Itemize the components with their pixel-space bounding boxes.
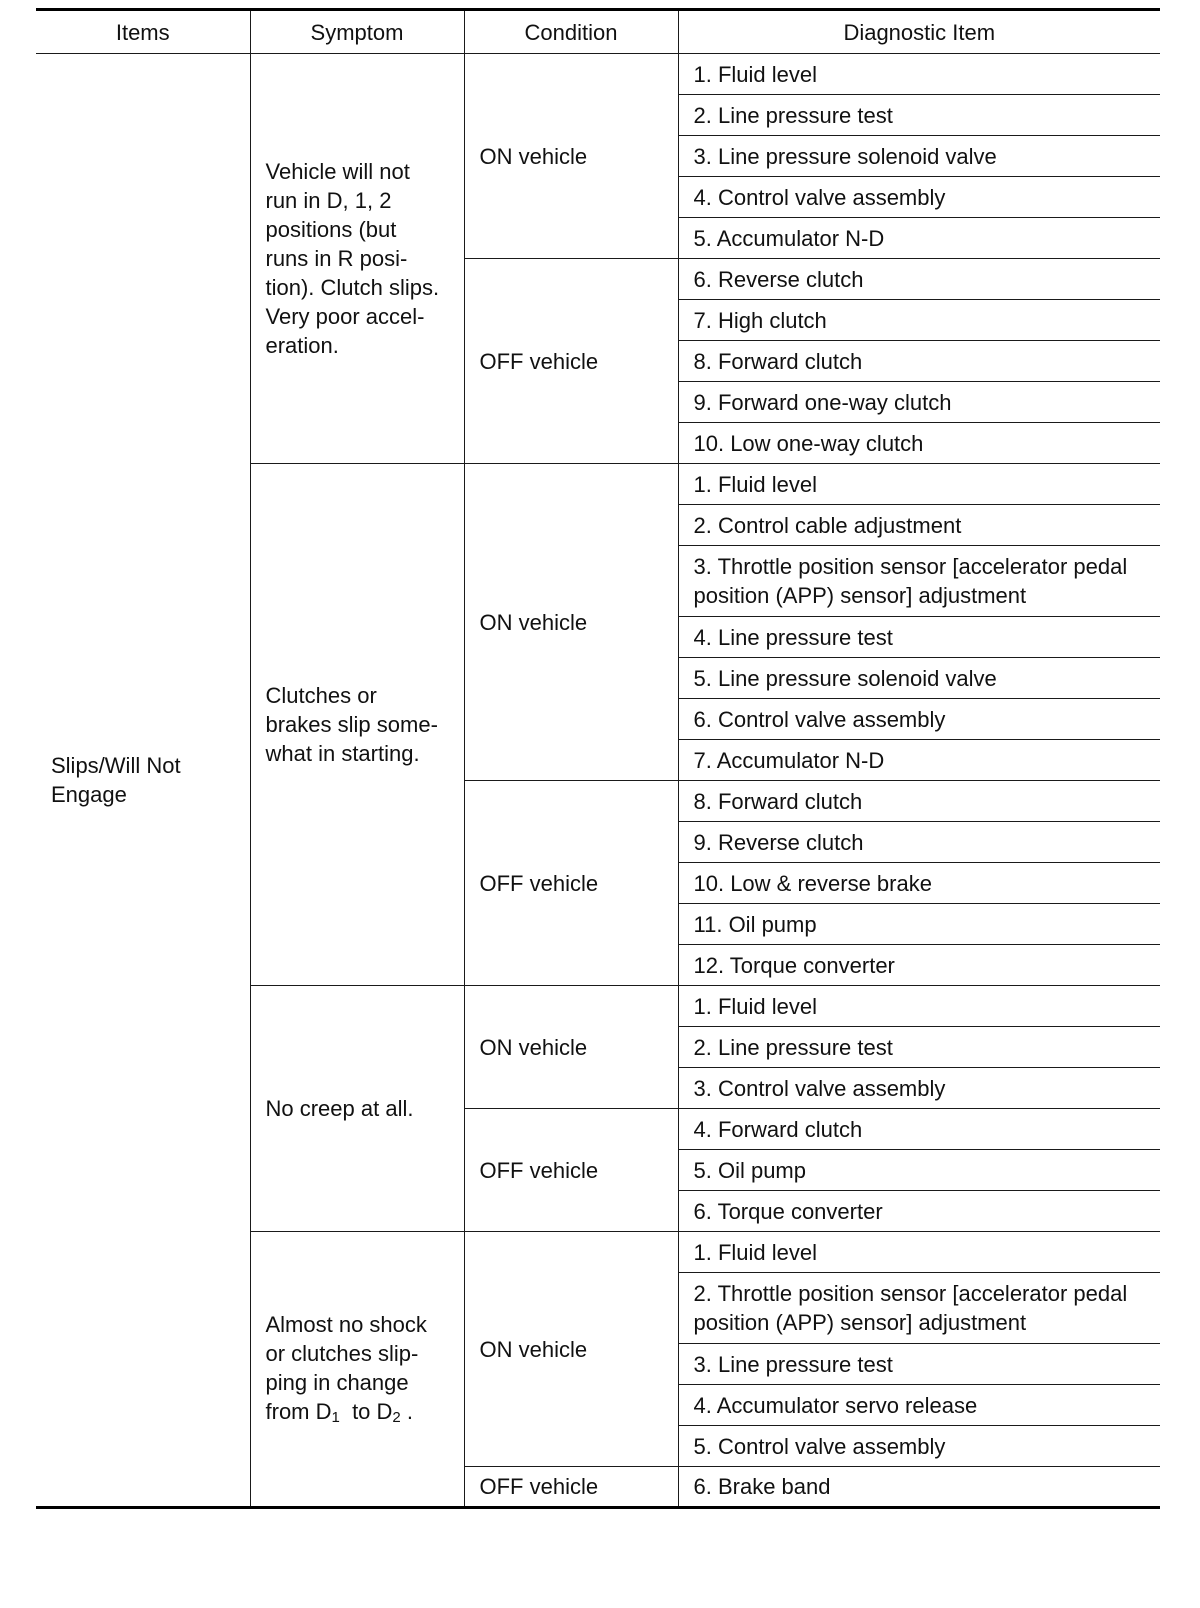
diagnostic-item-cell: 4. Control valve assembly: [678, 177, 1160, 218]
symptom-line: ping in change: [265, 1369, 409, 1395]
diagnostic-item-cell: 4. Line pressure test: [678, 617, 1160, 658]
symptom-line: positions (but: [265, 217, 397, 242]
diagnostic-item-cell: 6. Torque converter: [678, 1191, 1160, 1232]
symptom-sub2: 2: [392, 1408, 401, 1426]
diagnostic-item-cell: 2. Control cable adjustment: [678, 505, 1160, 546]
diagnostic-item-cell: 3. Control valve assembly: [678, 1068, 1160, 1109]
diagnostic-item-cell: 1. Fluid level: [678, 54, 1160, 95]
symptom-line: Clutches or: [265, 683, 377, 708]
diagnostic-item-cell: 3. Throttle position sensor [accelerator pedal position (APP) sensor] adjustment: [678, 546, 1160, 617]
condition-cell: ON vehicle: [464, 54, 678, 259]
diagnostic-item-cell: 12. Torque converter: [678, 945, 1160, 986]
diagnostic-item-cell: 5. Accumulator N-D: [678, 218, 1160, 259]
diagnostic-item-cell: 2. Throttle position sensor [accelerator pedal position (APP) sensor] adjustment: [678, 1273, 1160, 1344]
diagnostic-item-cell: 1. Fluid level: [678, 986, 1160, 1027]
diagnostic-item-cell: 6. Reverse clutch: [678, 259, 1160, 300]
condition-cell: OFF vehicle: [464, 1467, 678, 1508]
symptom-line: tion). Clutch slips.: [265, 275, 440, 300]
symptom-line: [266, 1399, 414, 1424]
symptom-cell: [250, 986, 464, 1232]
symptom-cell: [250, 1232, 464, 1508]
diagnostic-item-cell: 10. Low & reverse brake: [678, 863, 1160, 904]
header-row: [36, 10, 1160, 54]
header-condition: Condition: [464, 10, 678, 54]
diagnostic-item-cell: 7. Accumulator N-D: [678, 740, 1160, 781]
condition-cell: ON vehicle: [464, 1232, 678, 1467]
diagnostic-item-cell: 9. Reverse clutch: [678, 822, 1160, 863]
diagnostic-item-cell: 4. Accumulator servo release: [678, 1385, 1160, 1426]
diagnostic-item-cell: 3. Line pressure test: [678, 1344, 1160, 1385]
symptom-line: what in starting.: [265, 741, 420, 766]
symptom-line: No creep at all.: [265, 1096, 414, 1121]
symptom-line: or clutches slip-: [265, 1340, 419, 1366]
diagnostic-item-cell: 11. Oil pump: [678, 904, 1160, 945]
symptom-line: run in D, 1, 2: [265, 188, 392, 213]
symptom-line: brakes slip some-: [265, 712, 438, 737]
condition-cell: OFF vehicle: [464, 1109, 678, 1232]
diagnostic-item-cell: 3. Line pressure solenoid valve: [678, 136, 1160, 177]
diagnostic-item-cell: 9. Forward one-way clutch: [678, 382, 1160, 423]
condition-cell: OFF vehicle: [464, 781, 678, 986]
symptom-prefix: from D: [265, 1398, 332, 1424]
diagnostic-item-cell: 5. Oil pump: [678, 1150, 1160, 1191]
table-body: [36, 54, 1160, 1508]
diagnostic-item-cell: 10. Low one-way clutch: [678, 423, 1160, 464]
diagnostic-item-cell: 6. Control valve assembly: [678, 699, 1160, 740]
condition-cell: ON vehicle: [464, 986, 678, 1109]
header-items: Items: [36, 10, 250, 54]
symptom-line: Very poor accel-: [265, 304, 425, 329]
header-symptom: Symptom: [250, 10, 464, 54]
symptom-middle: to D: [339, 1398, 393, 1424]
diagnostic-item-cell: 1. Fluid level: [678, 1232, 1160, 1273]
diagnostic-item-cell: 7. High clutch: [678, 300, 1160, 341]
condition-cell: OFF vehicle: [464, 259, 678, 464]
symptom-line: runs in R posi-: [265, 246, 408, 271]
diagnostic-item-cell: 8. Forward clutch: [678, 341, 1160, 382]
diagnostic-item-cell: 8. Forward clutch: [678, 781, 1160, 822]
symptom-line: eration.: [265, 333, 339, 358]
diagnostic-item-cell: 2. Line pressure test: [678, 95, 1160, 136]
table-row: [36, 54, 1160, 95]
symptom-suffix: .: [400, 1398, 413, 1424]
symptom-line: Almost no shock: [265, 1311, 427, 1337]
header-diagnostic-item: Diagnostic Item: [678, 10, 1160, 54]
item-name-cell: Slips/Will Not Engage: [36, 54, 250, 1508]
diagnostic-item-cell: 6. Brake band: [678, 1467, 1160, 1508]
diagnostic-item-cell: 4. Forward clutch: [678, 1109, 1160, 1150]
symptom-cell: [250, 464, 464, 986]
symptom-cell: [250, 54, 464, 464]
diagnostic-table: [36, 8, 1160, 1509]
symptom-line: Vehicle will not: [265, 159, 410, 184]
diagnostic-table-container: [36, 8, 1160, 1509]
diagnostic-item-cell: 5. Control valve assembly: [678, 1426, 1160, 1467]
diagnostic-item-cell: 5. Line pressure solenoid valve: [678, 658, 1160, 699]
diagnostic-item-cell: 2. Line pressure test: [678, 1027, 1160, 1068]
diagnostic-item-cell: 1. Fluid level: [678, 464, 1160, 505]
condition-cell: ON vehicle: [464, 464, 678, 781]
symptom-sub1: 1: [331, 1408, 340, 1426]
table-header: [36, 10, 1160, 54]
